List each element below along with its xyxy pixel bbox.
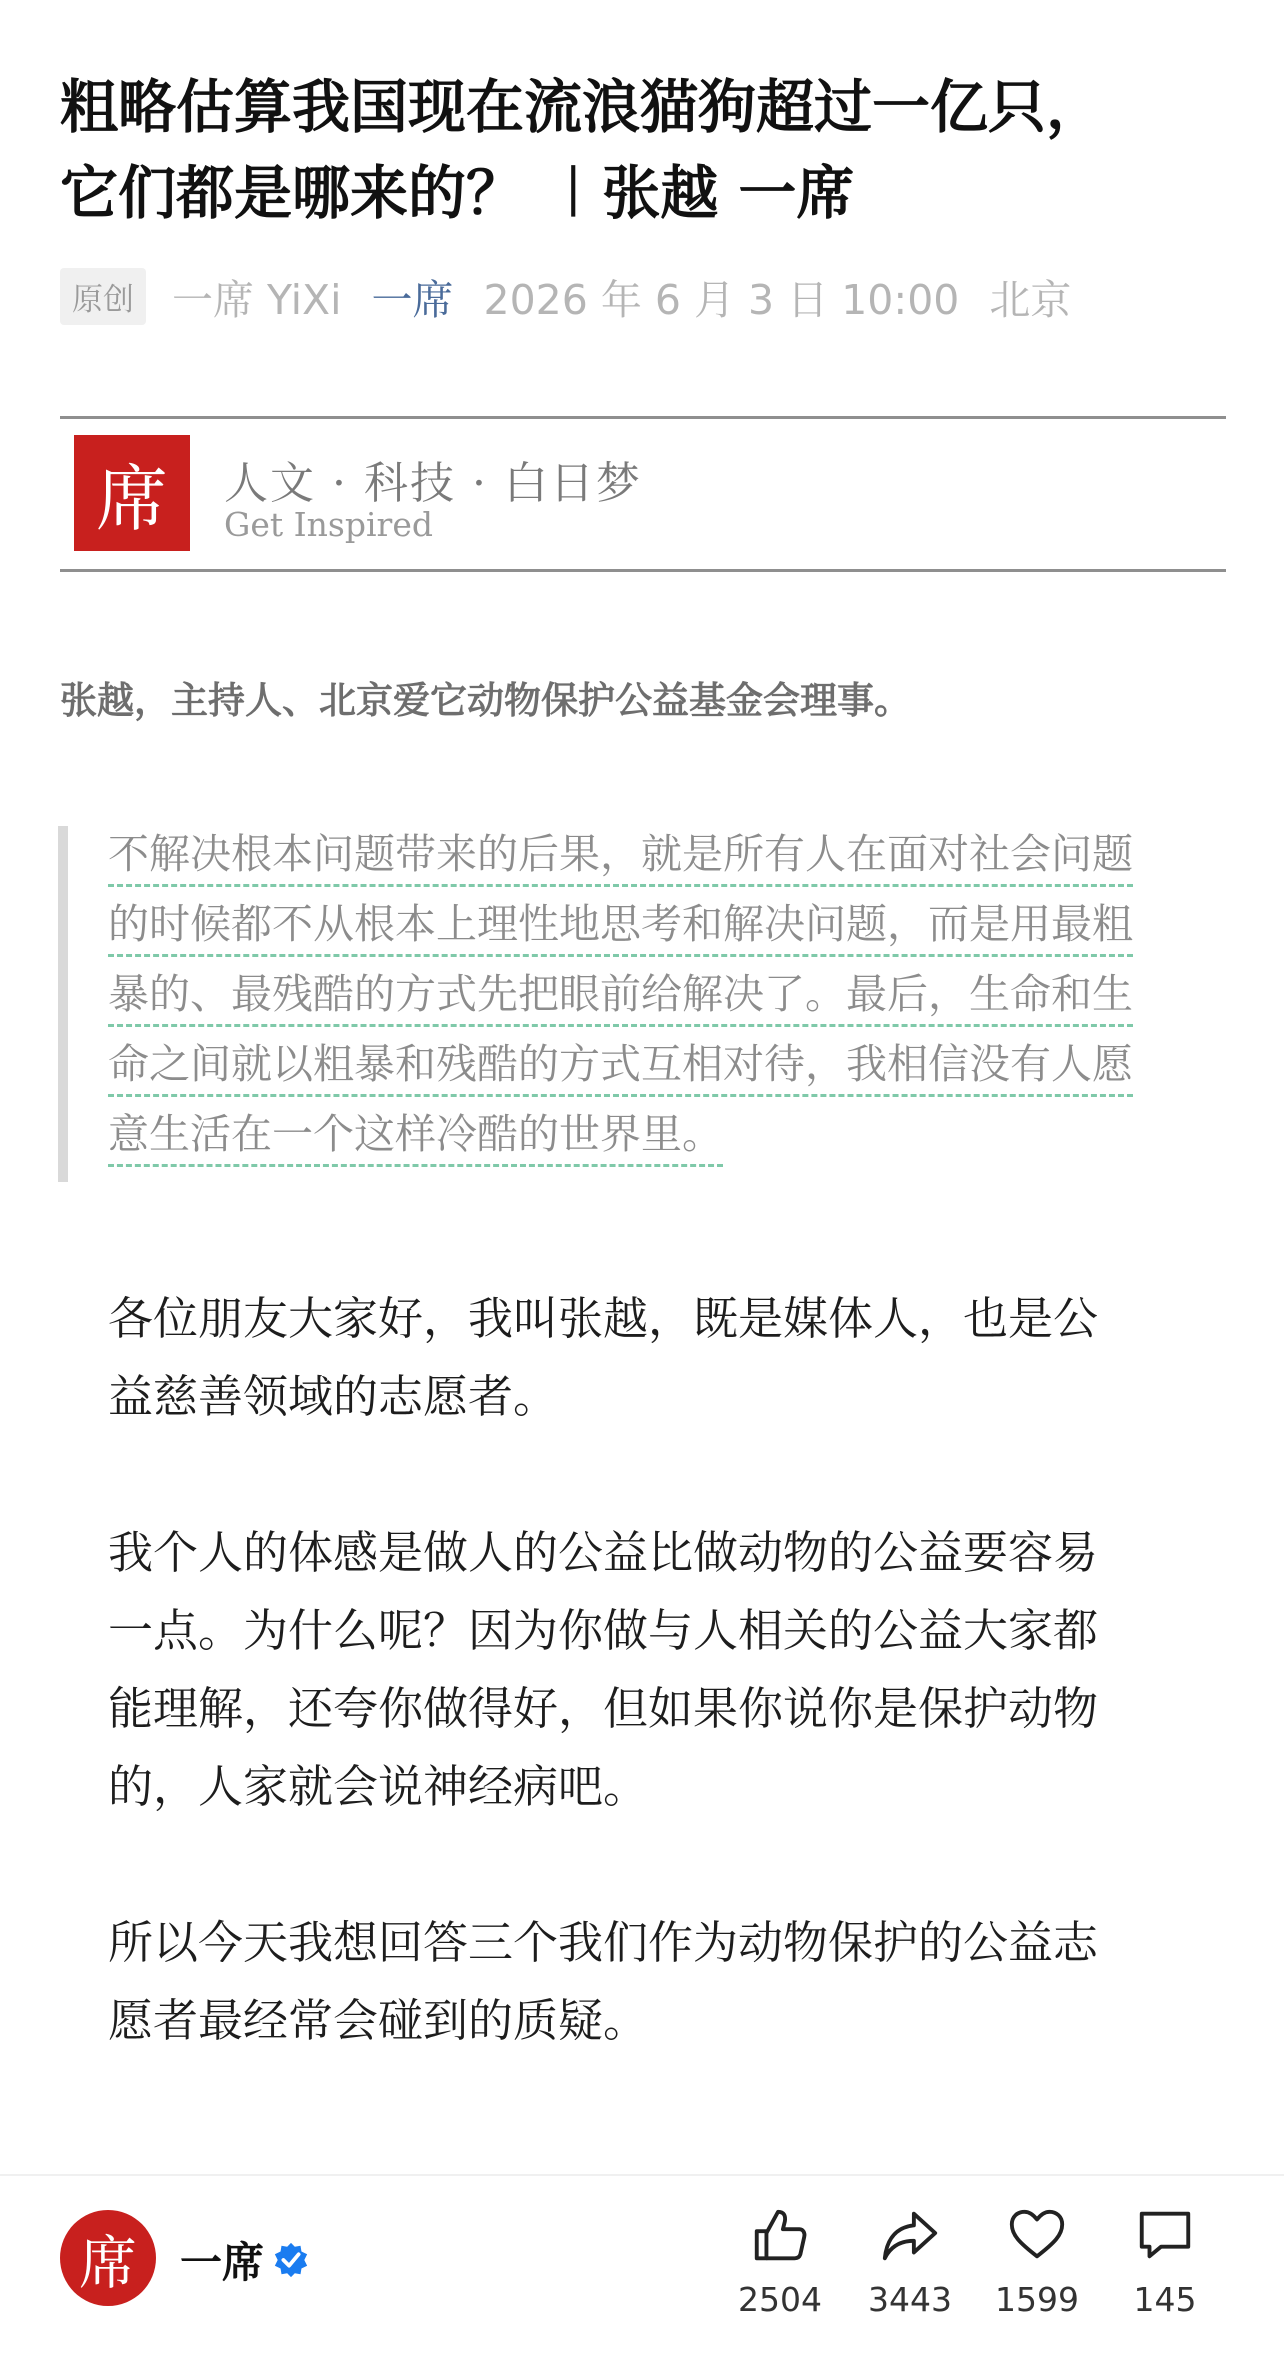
quote-line: 暴的、最残酷的方式先把眼前给解决了。最后，生命和生: [108, 966, 1133, 1027]
article-title-line-2: 它们都是哪来的？ ︱张越 一席: [60, 159, 855, 227]
thumbs-up-icon: [749, 2204, 811, 2266]
comment-count: 145: [1133, 2280, 1197, 2319]
brand-banner: [60, 416, 1226, 572]
yixi-logo: 席: [74, 435, 190, 551]
original-badge: 原创: [60, 268, 146, 325]
like-button[interactable]: [725, 2204, 835, 2319]
comment-button[interactable]: [1110, 2204, 1220, 2319]
footer-account[interactable]: [180, 2230, 310, 2290]
pull-quote: [58, 826, 1236, 1182]
comment-icon: [1134, 2204, 1196, 2266]
author-name[interactable]: 一席 YiXi: [172, 275, 342, 324]
body-paragraph: [108, 1904, 1098, 2060]
speaker-intro: 张越，主持人、北京爱它动物保护公益基金会理事。: [60, 679, 911, 722]
article-title-line-1: 粗略估算我国现在流浪猫狗超过一亿只，: [60, 73, 1105, 141]
heart-icon: [1006, 2204, 1068, 2266]
publish-date: 2026 年 6 月 3 日 10:00: [483, 275, 960, 324]
share-count: 3443: [868, 2280, 952, 2319]
verified-badge-icon: [272, 2241, 310, 2279]
paragraph-line: 所以今天我想回答三个我们作为动物保护的公益志: [108, 1916, 1099, 1969]
quote-line: 的时候都不从根本上理性地思考和解决问题，而是用最粗: [108, 896, 1133, 957]
quote-line: 意生活在一个这样冷酷的世界里。: [108, 1106, 723, 1167]
favorite-count: 1599: [995, 2280, 1079, 2319]
paragraph-line: 能理解，还夸你做得好，但如果你说你是保护动物: [108, 1682, 1099, 1735]
body-paragraph: [108, 1280, 1098, 1436]
paragraph-line: 的，人家就会说神经病吧。: [108, 1760, 649, 1813]
paragraph-line: 各位朋友大家好，我叫张越，既是媒体人，也是公: [108, 1292, 1099, 1345]
banner-subtitle: Get Inspired: [224, 505, 433, 544]
share-button[interactable]: [855, 2204, 965, 2319]
bottom-action-bar: [0, 2180, 1284, 2356]
publish-location: 北京: [989, 275, 1072, 324]
like-count: 2504: [738, 2280, 822, 2319]
paragraph-line: 益慈善领域的志愿者。: [108, 1370, 559, 1423]
article-meta: [60, 268, 1071, 324]
account-link[interactable]: 一席: [371, 275, 454, 324]
paragraph-line: 我个人的体感是做人的公益比做动物的公益要容易: [108, 1526, 1099, 1579]
footer-divider: [0, 2174, 1284, 2176]
quote-line: 命之间就以粗暴和残酷的方式互相对待，我相信没有人愿: [108, 1036, 1133, 1097]
body-paragraph: [108, 1514, 1098, 1826]
banner-slogan: 人文 · 科技 · 白日梦: [224, 458, 642, 509]
paragraph-line: 愿者最经常会碰到的质疑。: [108, 1994, 649, 2047]
paragraph-line: 一点。为什么呢？因为你做与人相关的公益大家都: [108, 1604, 1099, 1657]
article-title: [60, 64, 1230, 236]
favorite-button[interactable]: [982, 2204, 1092, 2319]
footer-account-name[interactable]: 一席: [180, 2238, 265, 2287]
account-avatar[interactable]: 席: [60, 2210, 156, 2306]
share-icon: [879, 2204, 941, 2266]
quote-line: 不解决根本问题带来的后果，就是所有人在面对社会问题: [108, 826, 1133, 887]
